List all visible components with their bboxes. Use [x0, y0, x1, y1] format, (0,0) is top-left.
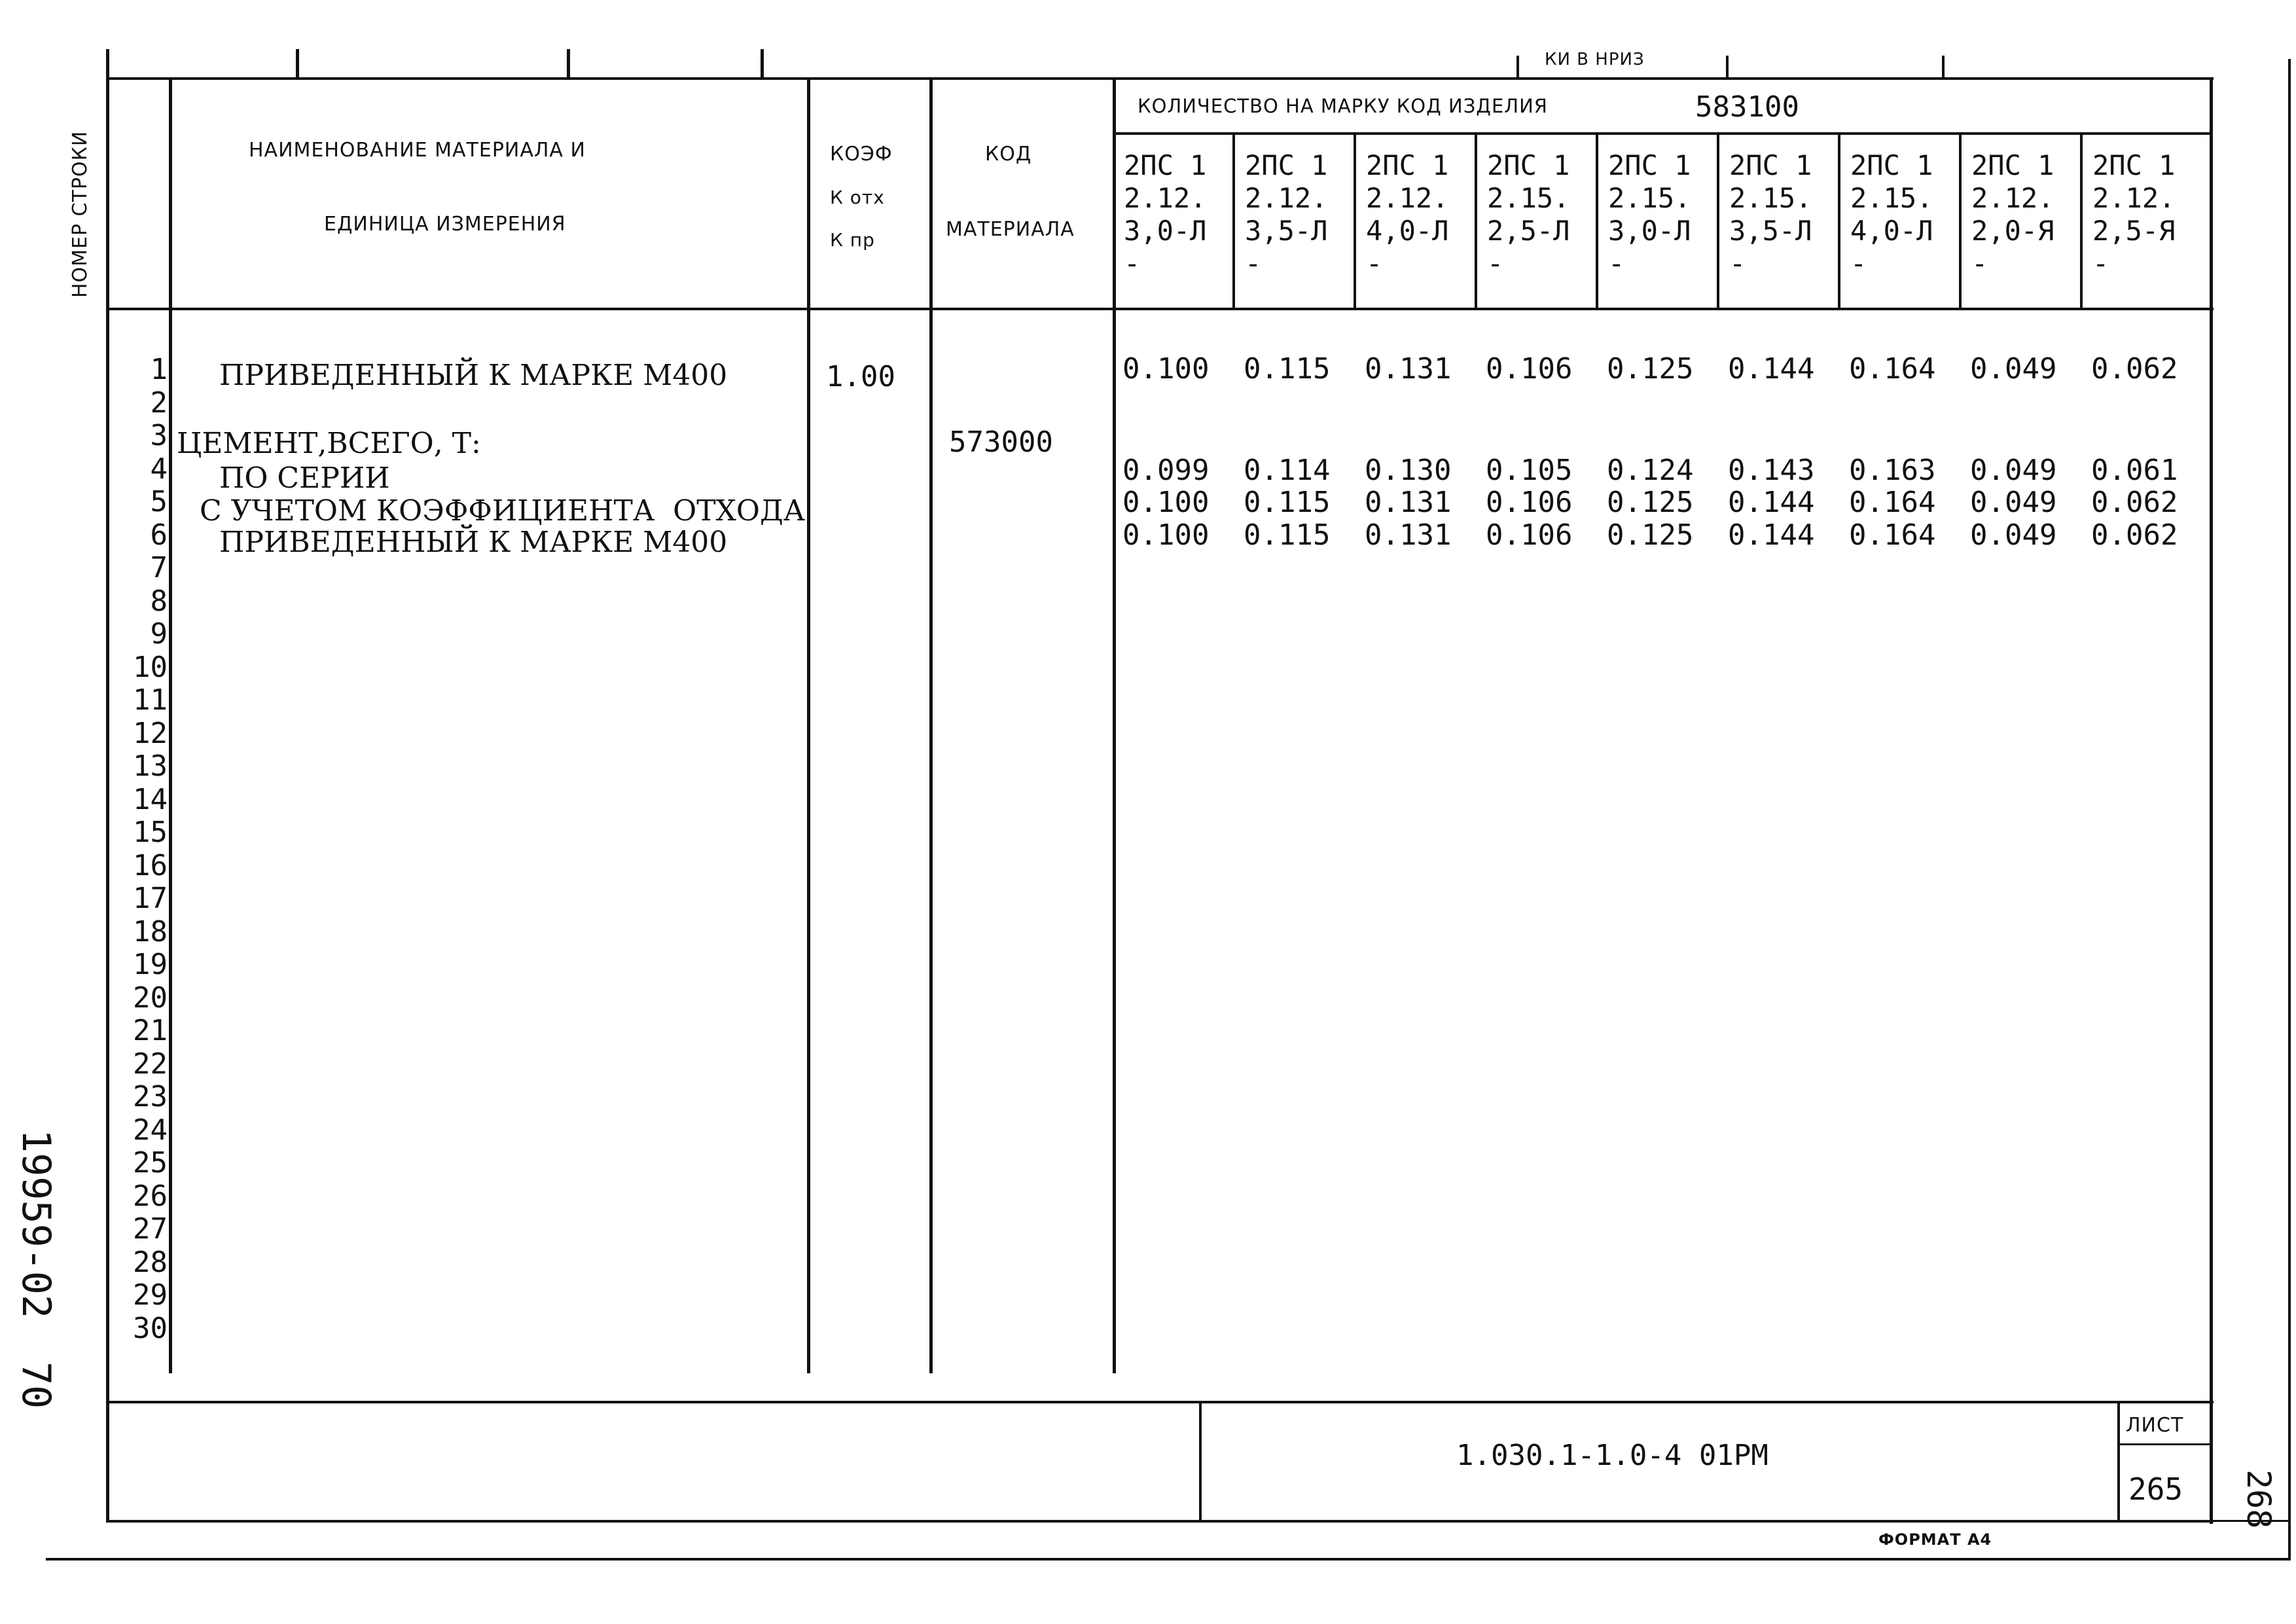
subcol-divider — [1232, 132, 1235, 309]
code-header-line2: МАТЕРИАЛА — [946, 218, 1075, 241]
value-r4-col-8: 0.049 — [1970, 454, 2057, 487]
row-numbers — [105, 353, 168, 1388]
code-header-line1: КОД — [985, 143, 1032, 166]
subcol-divider — [1838, 132, 1840, 309]
row-number: 25 — [133, 1146, 168, 1180]
value-r1-col-9: 0.062 — [2091, 352, 2178, 386]
value-r6-col-7: 0.164 — [1849, 518, 1936, 552]
top-tick — [567, 49, 570, 79]
column-header-8-line4: - — [1971, 247, 1988, 280]
subcol-divider — [1596, 132, 1598, 309]
column-header-9-line4: - — [2092, 247, 2109, 280]
value-r4-col-9: 0.061 — [2091, 454, 2178, 487]
row-number: 1 — [150, 353, 168, 386]
value-r6-col-8: 0.049 — [1970, 518, 2057, 552]
value-r5-col-3: 0.131 — [1365, 486, 1452, 519]
row-number: 19 — [133, 948, 168, 981]
header-bottom-line — [106, 308, 2214, 310]
row-5-text: С УЧЕТОМ КОЭФФИЦИЕНТА ОТХОДА — [200, 494, 806, 528]
row-number: 11 — [133, 683, 168, 717]
column-header-7-line3: 4,0-Л — [1850, 215, 1933, 247]
col-divider-name — [807, 77, 810, 1373]
row-number: 5 — [150, 485, 168, 518]
value-r5-col-7: 0.164 — [1849, 486, 1936, 519]
value-r5-col-2: 0.115 — [1244, 486, 1331, 519]
row-number: 29 — [133, 1278, 168, 1312]
column-header-5-line1: 2ПС 1 — [1608, 149, 1691, 181]
row-number: 23 — [133, 1080, 168, 1113]
value-r5-col-4: 0.106 — [1486, 486, 1573, 519]
row-number-header: НОМЕР СТРОКИ — [69, 130, 92, 298]
value-r5-col-8: 0.049 — [1970, 486, 2057, 519]
row-number: 28 — [133, 1245, 168, 1279]
column-header-4-line3: 2,5-Л — [1487, 215, 1570, 247]
col-divider-code — [1113, 77, 1116, 1373]
row-number: 2 — [150, 386, 168, 420]
column-header-2-line4: - — [1245, 247, 1262, 280]
top-tick — [1726, 56, 1729, 79]
column-header-1-line3: 3,0-Л — [1124, 215, 1207, 247]
subcol-divider — [1959, 132, 1962, 309]
row-1-text: ПРИВЕДЕННЫЙ К МАРКЕ М400 — [219, 359, 728, 392]
value-r1-col-5: 0.125 — [1607, 352, 1694, 386]
value-r4-col-2: 0.114 — [1244, 454, 1331, 487]
value-r5-col-6: 0.144 — [1728, 486, 1815, 519]
frame-outer-right — [2288, 59, 2291, 1558]
column-header-9-line3: 2,5-Я — [2092, 215, 2176, 247]
page-number-rotated: 268 — [2240, 1470, 2278, 1529]
subcol-divider — [2080, 132, 2083, 309]
sheet-box-left — [2117, 1401, 2120, 1522]
sheet-number: 265 — [2128, 1471, 2183, 1507]
value-r6-col-6: 0.144 — [1728, 518, 1815, 552]
row-number: 10 — [133, 650, 168, 684]
column-header-2-line2: 2.12. — [1245, 182, 1328, 214]
side-stamp-2: 70 — [13, 1362, 59, 1409]
frame-top-border — [106, 77, 2214, 80]
row-number: 9 — [150, 617, 168, 651]
column-header-3-line1: 2ПС 1 — [1366, 149, 1449, 181]
value-r5-col-5: 0.125 — [1607, 486, 1694, 519]
footer-top-line — [106, 1401, 2214, 1403]
value-r4-col-6: 0.143 — [1728, 454, 1815, 487]
column-header-2-line3: 3,5-Л — [1245, 215, 1328, 247]
column-header-4-line1: 2ПС 1 — [1487, 149, 1570, 181]
column-header-7-line1: 2ПС 1 — [1850, 149, 1933, 181]
value-r1-col-4: 0.106 — [1486, 352, 1573, 386]
column-header-3-line2: 2.12. — [1366, 182, 1449, 214]
value-r6-col-4: 0.106 — [1486, 518, 1573, 552]
row-number: 18 — [133, 914, 168, 948]
column-header-3-line4: - — [1366, 247, 1383, 280]
name-header-line2: ЕДИНИЦА ИЗМЕРЕНИЯ — [324, 213, 566, 236]
row-number: 12 — [133, 716, 168, 750]
coef-header-line1: КОЭФ — [830, 143, 893, 166]
value-r1-col-1: 0.100 — [1122, 352, 1210, 386]
document-code: 1.030.1-1.0-4 01РМ — [1456, 1439, 1768, 1472]
row-number: 6 — [150, 518, 168, 552]
value-r4-col-3: 0.130 — [1365, 454, 1452, 487]
value-r6-col-1: 0.100 — [1122, 518, 1210, 552]
row-number: 15 — [133, 816, 168, 849]
value-r4-col-1: 0.099 — [1122, 454, 1210, 487]
column-header-2-line1: 2ПС 1 — [1245, 149, 1328, 181]
value-r6-col-2: 0.115 — [1244, 518, 1331, 552]
column-header-5-line3: 3,0-Л — [1608, 215, 1691, 247]
column-header-6-line4: - — [1729, 247, 1746, 280]
top-tick — [296, 49, 299, 79]
subcol-divider — [1717, 132, 1719, 309]
column-header-4-line2: 2.15. — [1487, 182, 1570, 214]
row-number: 8 — [150, 584, 168, 618]
column-header-6-line1: 2ПС 1 — [1729, 149, 1812, 181]
row-number: 3 — [150, 419, 168, 452]
sheet-box-mid — [2117, 1443, 2212, 1445]
row-number: 27 — [133, 1212, 168, 1246]
row-number: 14 — [133, 782, 168, 816]
row-number: 16 — [133, 848, 168, 882]
column-header-9-line2: 2.12. — [2092, 182, 2176, 214]
coef-header-line2: К отх — [830, 187, 885, 208]
column-header-7-line4: - — [1850, 247, 1867, 280]
column-header-1-line4: - — [1124, 247, 1141, 280]
row-number: 30 — [133, 1311, 168, 1345]
format-label: ФОРМАТ А4 — [1878, 1530, 1992, 1549]
value-r4-col-5: 0.124 — [1607, 454, 1694, 487]
column-header-8-line2: 2.12. — [1971, 182, 2054, 214]
name-header-line1: НАИМЕНОВАНИЕ МАТЕРИАЛА И — [249, 139, 586, 162]
value-r5-col-9: 0.062 — [2091, 486, 2178, 519]
row-number: 22 — [133, 1047, 168, 1081]
subcol-divider — [1475, 132, 1477, 309]
row-number: 17 — [133, 882, 168, 915]
column-header-4-line4: - — [1487, 247, 1504, 280]
value-r5-col-1: 0.100 — [1122, 486, 1210, 519]
row-number: 24 — [133, 1113, 168, 1147]
side-stamp: 19959-02 — [13, 1129, 59, 1318]
column-header-6-line3: 3,5-Л — [1729, 215, 1812, 247]
value-r6-col-3: 0.131 — [1365, 518, 1452, 552]
product-code: 583100 — [1695, 90, 1799, 124]
row-number: 7 — [150, 551, 168, 585]
page-bottom-line — [46, 1558, 2291, 1561]
value-r1-col-8: 0.049 — [1970, 352, 2057, 386]
value-r1-col-6: 0.144 — [1728, 352, 1815, 386]
row-3-code: 573000 — [949, 425, 1053, 459]
row-4-text: ПО СЕРИИ — [219, 461, 390, 495]
column-header-5-line4: - — [1608, 247, 1625, 280]
sheet-label: ЛИСТ — [2126, 1414, 2184, 1437]
row-number: 4 — [150, 452, 168, 486]
value-r1-col-2: 0.115 — [1244, 352, 1331, 386]
value-r6-col-5: 0.125 — [1607, 518, 1694, 552]
row-6-text: ПРИВЕДЕННЫЙ К МАРКЕ М400 — [219, 526, 728, 559]
column-header-9-line1: 2ПС 1 — [2092, 149, 2176, 181]
value-r1-col-3: 0.131 — [1365, 352, 1452, 386]
column-header-6-line2: 2.15. — [1729, 182, 1812, 214]
column-header-7-line2: 2.15. — [1850, 182, 1933, 214]
row-number: 20 — [133, 981, 168, 1015]
frame-right-border — [2210, 77, 2213, 1524]
frame-bottom-border — [106, 1520, 2214, 1523]
footer-divider — [1199, 1401, 1202, 1522]
row-1-coef: 1.00 — [826, 360, 895, 393]
value-r4-col-7: 0.163 — [1849, 454, 1936, 487]
value-r6-col-9: 0.062 — [2091, 518, 2178, 552]
qty-header-line — [1113, 132, 2212, 135]
row-3-text: ЦЕМЕНТ,ВСЕГО, Т: — [177, 427, 481, 460]
top-partial-text: КИ В НРИЗ — [1545, 50, 1645, 69]
column-header-1-line1: 2ПС 1 — [1124, 149, 1207, 181]
column-header-1-line2: 2.12. — [1124, 182, 1207, 214]
value-r4-col-4: 0.105 — [1486, 454, 1573, 487]
column-header-8-line1: 2ПС 1 — [1971, 149, 2054, 181]
subcol-divider — [1354, 132, 1356, 309]
value-r1-col-7: 0.164 — [1849, 352, 1936, 386]
column-header-5-line2: 2.15. — [1608, 182, 1691, 214]
col-divider-rowno — [169, 77, 172, 1373]
column-header-3-line3: 4,0-Л — [1366, 215, 1449, 247]
row-number: 21 — [133, 1014, 168, 1047]
top-tick — [1942, 56, 1945, 79]
top-tick — [1516, 56, 1519, 79]
col-divider-coef — [929, 77, 933, 1373]
row-number: 13 — [133, 749, 168, 783]
row-number: 26 — [133, 1179, 168, 1213]
coef-header-line3: К пр — [830, 229, 875, 251]
qty-header-label: КОЛИЧЕСТВО НА МАРКУ КОД ИЗДЕЛИЯ — [1138, 95, 1548, 117]
column-header-8-line3: 2,0-Я — [1971, 215, 2054, 247]
top-tick — [761, 49, 764, 79]
